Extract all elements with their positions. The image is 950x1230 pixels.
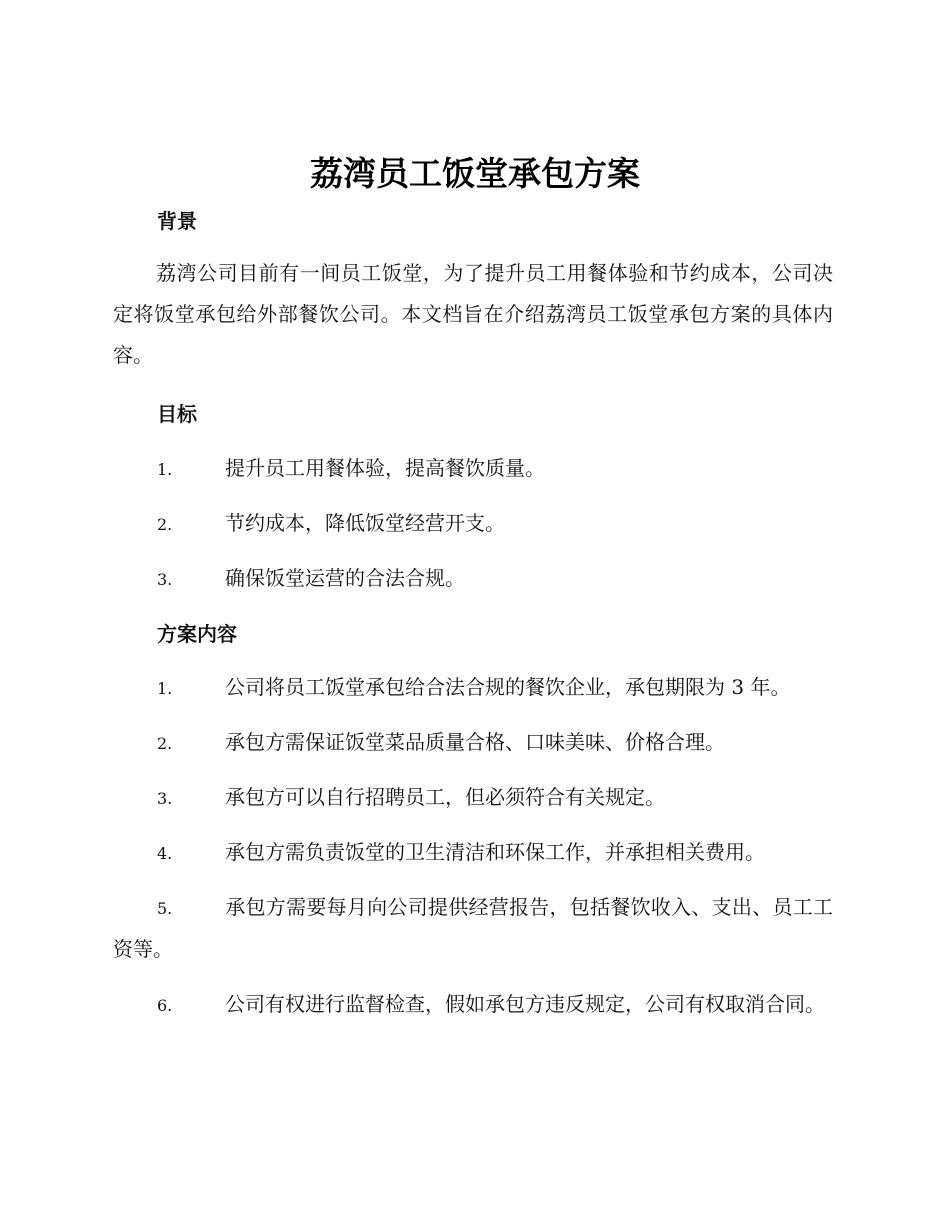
plan-item — [113, 667, 833, 709]
list-number: 2. — [157, 734, 173, 753]
plan-item — [113, 722, 833, 764]
section-heading-background: 背景 — [157, 209, 197, 233]
section-heading-goals: 目标 — [157, 402, 197, 426]
list-item-text: 承包方需保证饭堂菜品质量合格、口味美味、价格合理。 — [225, 730, 725, 754]
list-item-text: 承包方需要每月向公司提供经营报告，包括餐饮收入、支出、员工工资等。 — [113, 895, 833, 961]
list-number: 3. — [157, 570, 173, 589]
list-item-text: 承包方可以自行招聘员工，但必须符合有关规定。 — [225, 785, 665, 809]
list-item-text: 公司将员工饭堂承包给合法合规的餐饮企业，承包期限为 3 年。 — [225, 675, 791, 699]
list-item-text: 提升员工用餐体验，提高餐饮质量。 — [225, 456, 545, 480]
list-item-text: 确保饭堂运营的合法合规。 — [225, 566, 465, 590]
background-paragraph: 荔湾公司目前有一间员工饭堂，为了提升员工用餐体验和节约成本，公司决定将饭堂承包给外部餐饮公司。本文档旨在介绍荔湾员工饭堂承包方案的具体内容。 — [113, 261, 833, 367]
list-number: 4. — [157, 844, 173, 863]
plan-item — [113, 832, 833, 874]
plan-item — [113, 777, 833, 819]
plan-item — [113, 887, 833, 970]
list-number: 1. — [157, 460, 173, 479]
list-number: 6. — [157, 996, 173, 1015]
document-title: 荔湾员工饭堂承包方案 — [310, 154, 640, 193]
list-item-text: 节约成本，降低饭堂经营开支。 — [225, 511, 505, 535]
list-number: 5. — [157, 899, 173, 918]
list-number: 1. — [157, 679, 173, 698]
list-number: 2. — [157, 515, 173, 534]
goal-item — [113, 448, 833, 490]
list-item-text: 公司有权进行监督检查，假如承包方违反规定，公司有权取消合同。 — [225, 992, 825, 1016]
goal-item — [113, 558, 833, 600]
list-item-text: 承包方需负责饭堂的卫生清洁和环保工作，并承担相关费用。 — [225, 840, 765, 864]
goal-item — [113, 503, 833, 545]
list-number: 3. — [157, 789, 173, 808]
plan-item — [113, 984, 833, 1026]
section-heading-plan: 方案内容 — [157, 622, 237, 646]
